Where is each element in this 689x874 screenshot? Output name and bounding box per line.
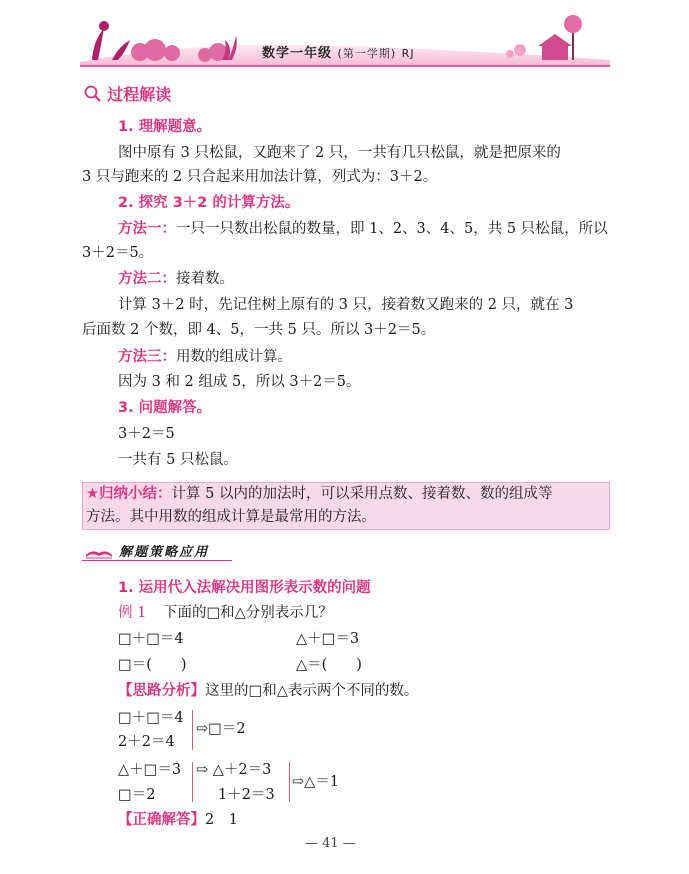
method2-label: 方法二：	[118, 271, 176, 287]
summary-line1-row	[86, 484, 552, 504]
header-subtitle: (第一学期)	[337, 47, 397, 60]
step1-title: 1. 理解题意。	[118, 119, 212, 135]
derive-b-mid1: ⇨ △＋2＝3	[196, 762, 272, 778]
strategy-heading-row	[84, 540, 209, 560]
answer-text: 一共有 5 只松鼠。	[118, 452, 238, 468]
derive-a2: 2＋2＝4	[118, 734, 175, 750]
method1-cont: 3＋2＝5。	[82, 245, 154, 261]
derive-b1: △＋□＝3	[118, 762, 182, 778]
derive-b-mid2: 1＋2＝3	[218, 787, 275, 803]
step3-title: 3. 问题解答。	[118, 400, 212, 416]
example-row	[118, 603, 333, 623]
step1-line1: 图中原有 3 只松鼠，又跑来了 2 只，一共有几只松鼠，就是把原来的	[118, 145, 561, 161]
header-title-main: 数学一年级	[262, 46, 333, 61]
step2-title: 2. 探究 3＋2 的计算方法。	[118, 195, 300, 211]
header-edition: RJ	[401, 47, 415, 60]
bracket-a	[186, 710, 193, 750]
bracket-c	[283, 762, 290, 802]
eq2-left: □＝( )	[118, 657, 187, 673]
process-heading: 过程解读	[107, 85, 172, 104]
summary-label: ★归纳小结：	[86, 486, 172, 502]
example-text: 下面的□和△分别表示几？	[162, 605, 333, 621]
strategy-underline	[82, 560, 232, 561]
method1-text: 一只一只数出松鼠的数量，即 1、2、3、4、5，共 5 只松鼠，所以	[176, 221, 608, 237]
method1-row	[118, 219, 608, 239]
method2-row	[118, 269, 234, 289]
derive-a1: □＋□＝4	[118, 710, 184, 726]
method2-line2: 后面数 2 个数，即 4、5，一共 5 只。所以 3＋2＝5。	[82, 322, 436, 338]
derive-b2: □＝2	[118, 787, 156, 803]
magnifier-icon	[84, 85, 102, 103]
correct-answer-label: 【正确解答】	[118, 812, 205, 828]
derive-a-result: ⇨□＝2	[196, 721, 246, 737]
header-title	[262, 42, 415, 61]
strategy-heading: 解题策略应用	[119, 545, 210, 560]
bracket-b	[186, 762, 193, 802]
method3-row	[118, 347, 292, 367]
example-label: 例 1	[118, 605, 147, 621]
analysis-text: 这里的□和△表示两个不同的数。	[205, 683, 419, 699]
summary-line1: 计算 5 以内的加法时，可以采用点数、接着数、数的组成等	[171, 486, 553, 502]
method1-label: 方法一：	[118, 221, 176, 237]
eq2-right: △＝( )	[296, 657, 362, 673]
method2-text: 接着数。	[176, 271, 234, 287]
analysis-label: 【思路分析】	[118, 683, 205, 699]
eq1-left: □＋□＝4	[118, 631, 184, 647]
page-number: — 41 —	[305, 836, 356, 851]
answer-equation: 3＋2＝5	[118, 426, 175, 442]
step1-line2: 3 只与跑来的 2 只合起来用加法计算，列式为：3＋2。	[82, 169, 438, 185]
correct-answer-text: 2 1	[205, 812, 238, 828]
method2-line1: 计算 3＋2 时，先记住树上原有的 3 只，接着数又跑来的 2 只，就在 3	[118, 297, 574, 313]
book-icon	[84, 543, 114, 559]
method3-label: 方法三：	[118, 349, 176, 365]
eq1-right: △＋□＝3	[296, 631, 360, 647]
derive-b-result: ⇨△＝1	[292, 774, 340, 790]
strategy-title: 1. 运用代入法解决用图形表示数的问题	[118, 580, 371, 596]
analysis-row	[118, 681, 418, 701]
correct-answer-row	[118, 810, 238, 830]
method3-line: 因为 3 和 2 组成 5，所以 3＋2＝5。	[118, 374, 361, 390]
method3-text: 用数的组成计算。	[176, 349, 292, 365]
process-heading-row	[84, 82, 171, 105]
summary-line2: 方法。其中用数的组成计算是最常用的方法。	[86, 509, 376, 525]
